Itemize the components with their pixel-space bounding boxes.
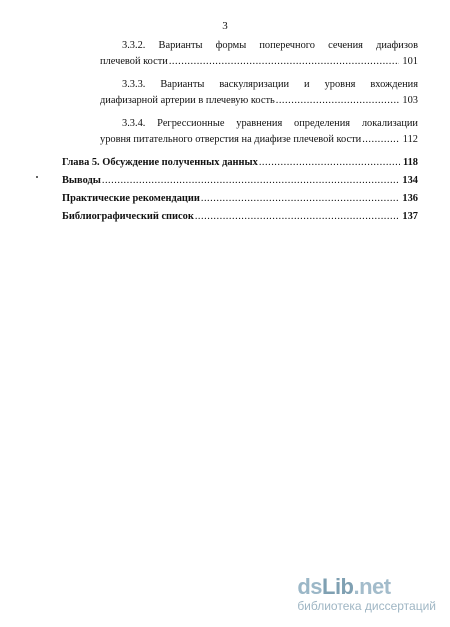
dot-leader xyxy=(276,93,400,109)
table-of-contents xyxy=(62,38,418,227)
toc-entry-continuation xyxy=(100,54,418,70)
dot-leader xyxy=(362,132,400,148)
toc-entry-text: уровня питательного отверстия на диафизе плечевой кости xyxy=(100,134,362,145)
brand-lib: Lib xyxy=(322,574,354,599)
toc-chapter-title: Выводы xyxy=(62,175,101,186)
dot-leader xyxy=(259,155,400,171)
dot-leader xyxy=(102,173,400,189)
toc-entry-3-3-3 xyxy=(62,77,418,109)
toc-entry-continuation xyxy=(100,93,418,109)
dot-leader xyxy=(201,191,400,207)
watermark-subtitle: библиотека диссертаций xyxy=(297,599,436,613)
toc-entry-text: диафизарной артерии в плечевую кость xyxy=(100,95,275,106)
toc-bibliography xyxy=(62,209,418,225)
toc-page-number: 103 xyxy=(402,95,418,106)
dot-leader xyxy=(195,209,400,225)
toc-entry-heading: 3.3.4. Регрессионные уравнения определения локализации xyxy=(122,118,418,129)
toc-entry-3-3-4 xyxy=(62,116,418,148)
page-number: 3 xyxy=(222,20,228,32)
toc-chapter-title: Библиографический список xyxy=(62,211,194,222)
brand-ds: ds xyxy=(297,574,322,599)
watermark-brand xyxy=(297,575,436,599)
watermark-logo xyxy=(297,575,436,613)
toc-entry-heading: 3.3.3. Варианты васкуляризации и уровня вхождения xyxy=(122,79,418,90)
toc-page-number: 101 xyxy=(402,56,418,67)
brand-net: .net xyxy=(353,574,391,599)
toc-page-number: 136 xyxy=(402,193,418,204)
toc-page-number: 137 xyxy=(402,211,418,222)
toc-conclusions xyxy=(62,173,418,189)
scan-speck xyxy=(36,176,38,178)
toc-entry-heading: 3.3.2. Варианты формы поперечного сечения диафизов xyxy=(122,40,418,51)
toc-page-number: 134 xyxy=(402,175,418,186)
dot-leader xyxy=(169,54,400,70)
toc-entry-text: плечевой кости xyxy=(100,56,168,67)
toc-entry-continuation xyxy=(100,132,418,148)
toc-recommendations xyxy=(62,191,418,207)
toc-page-number: 112 xyxy=(402,134,418,145)
toc-chapter-title: Практические рекомендации xyxy=(62,193,200,204)
toc-entry-3-3-2 xyxy=(62,38,418,70)
toc-page-number: 118 xyxy=(402,157,418,168)
toc-chapter-5 xyxy=(62,155,418,171)
toc-chapter-title: Глава 5. Обсуждение полученных данных xyxy=(62,157,258,168)
